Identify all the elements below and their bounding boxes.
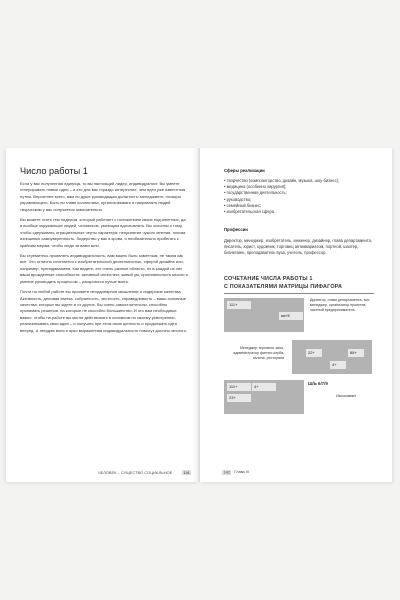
spheres-heading: Сферы реализации xyxy=(224,168,265,173)
matrix-cell: 23+ xyxy=(227,394,251,402)
matrix-cell: 22+ xyxy=(306,349,322,357)
left-page xyxy=(6,148,198,482)
matrix-1 xyxy=(224,298,304,332)
matrix-3-note: Изоскоммат xyxy=(336,394,357,398)
running-head: ЧЕЛОВЕК – СУЩЕСТВО СОЦИАЛЬНОЕ xyxy=(98,471,173,475)
professions-heading: Профессии xyxy=(224,227,248,232)
paragraph: Вы стремитесь проявлять индивидуальность, вам важно быть заметным, не таким как все. Это отлично сочетается с изобретательской деятельностью, сферой дизайна или, например, преподаванием. Как видите, это очень разные области, но в каждой из них ваши врожденные способности: активный интеллект, живой ум, оригинальность мысли и умение руководить процессом – раскроются лучше всего. xyxy=(20,253,188,284)
matrix-cell: 4+ xyxy=(330,361,346,369)
section-title: Число работы 1 xyxy=(20,166,88,176)
matrix-cell: 111+ xyxy=(227,383,251,391)
matrix-cell: 88+ xyxy=(348,349,364,357)
page-footer xyxy=(6,470,198,478)
matrix-3-side-label: Ш/Ь 6/7/9 xyxy=(308,381,328,386)
matrix-cell: 111+ xyxy=(227,301,251,309)
matrix-heading-line1: СОЧЕТАНИЕ ЧИСЛА РАБОТЫ 1 xyxy=(224,276,313,282)
list-item: • творчество (композиторство, дизайн, музыка, шоу-бизнес); xyxy=(224,178,374,184)
matrix-cell: 4+ xyxy=(252,383,276,391)
paragraph: Вы можете стать тем лидером, который работает с положением своих подчиненных, да и вообще окружающих людей, человеком, умеющим вдохновлять. Вы склонны к тому, чтобы сдерживать отрицательные черты характера: непринятие чужого мнения, эгоизм, излишнюю самоуверенность. Лидерство у вас в крови, и необязательно прибегать к крайним мерам, чтобы люди за вами шли. xyxy=(20,217,187,248)
professions-text: Директор, менеджер, изобретатель, инженер, дизайнер, глава департамента, писатель, юрист, художник, торговец антиквариатом, портной, шахтер, бизнесмен, преподаватель вуза, учитель, профессор. xyxy=(224,238,373,256)
spheres-list xyxy=(224,178,374,215)
list-item: • руководство; xyxy=(224,197,374,203)
matrix-2-note: Менеджер торгового зала, администратор фитнес-клуба, салона, ресторана xyxy=(233,346,284,360)
list-item: • государственная деятельность; xyxy=(224,190,374,196)
page-number: 141 xyxy=(183,470,190,475)
page-number: 142 xyxy=(223,470,230,474)
running-head: Глава III xyxy=(234,470,249,474)
paragraph: Почти на любой работе вы проявите неординарное мышление и лидерские качества. Активность, деловая хватка, собранность, честность, справедливость – ваши основные качества, которых вы ждете и от других. Вы очень самостоятельны, способны принимать решения, на которые не способно большинство. И это вам необходимо: важно, чтобы на работе вы могли действовать в основном по своему усмотрению, реализовывать свои идеи – и получать при этом свою ценность и продолжать идти вперед. А твердая воля и ярко выраженная индивидуальность помогут достичь многого. xyxy=(20,289,188,333)
divider xyxy=(224,293,374,294)
matrix-3 xyxy=(224,380,304,414)
list-item: • изобретательская сфера. xyxy=(224,209,374,215)
right-page xyxy=(200,148,392,482)
matrix-heading xyxy=(224,275,374,291)
list-item: • семейный бизнес; xyxy=(224,203,374,209)
matrix-2 xyxy=(292,340,372,374)
paragraph: Если у вас полученная единица, то вы настоящий лидер, индивидуалист. Вы умеете генерировать новые идеи – и это для вас гораздо интереснее, чем идти уже известным путем. Вероятнее всего, вам по душе руководящая должность: менеджмент, позиция управляющего. Быть во главе коллектива, организовывать и направлять людей творческим у вас получается замечательно. xyxy=(20,181,186,212)
matrix-cell: мит/б xyxy=(279,312,303,320)
matrix-heading-line2: С ПОКАЗАТЕЛЯМИ МАТРИЦЫ ПИФАГОРА xyxy=(224,284,343,290)
matrix-1-note: Директор, глава департамента, топ-менеджер, организатор проектов, частный предприниматель xyxy=(310,298,371,312)
page-footer xyxy=(222,470,249,474)
body-text xyxy=(20,181,188,338)
list-item: • медицина (особенно хирургия); xyxy=(224,184,374,190)
